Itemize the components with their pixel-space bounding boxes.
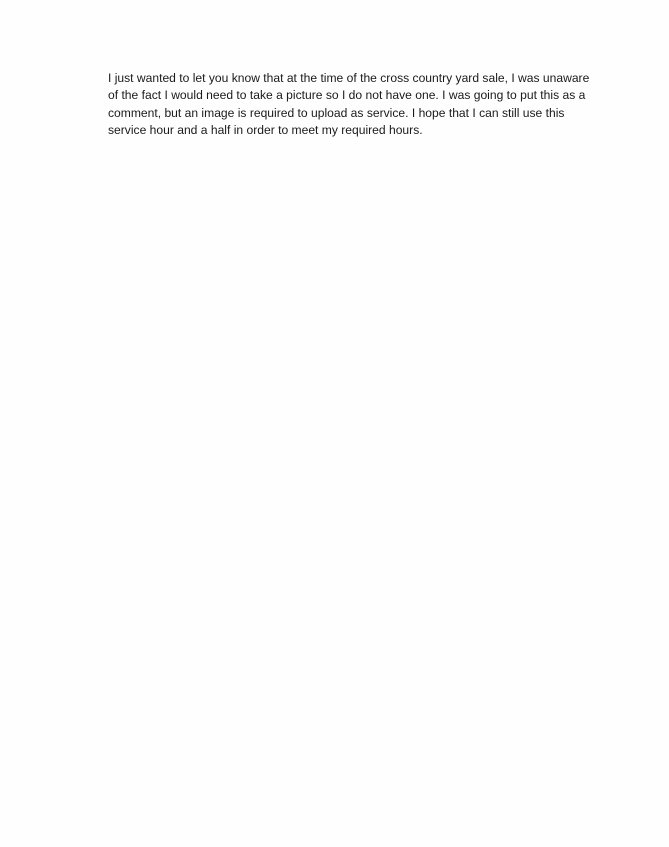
body-paragraph [108,70,608,139]
paragraph-line-1: I just wanted to let you know that at the time of the cross country yard sale, I was unaware [108,71,590,85]
paragraph-line-4: service hour and a half in order to meet my required hours. [108,122,423,137]
paragraph-line-3: comment, but an image is required to upload as service. I hope that I can still use this [108,105,565,120]
paragraph-line-2: of the fact I would need to take a picture so I do not have one. I was going to put this as a [108,88,586,103]
